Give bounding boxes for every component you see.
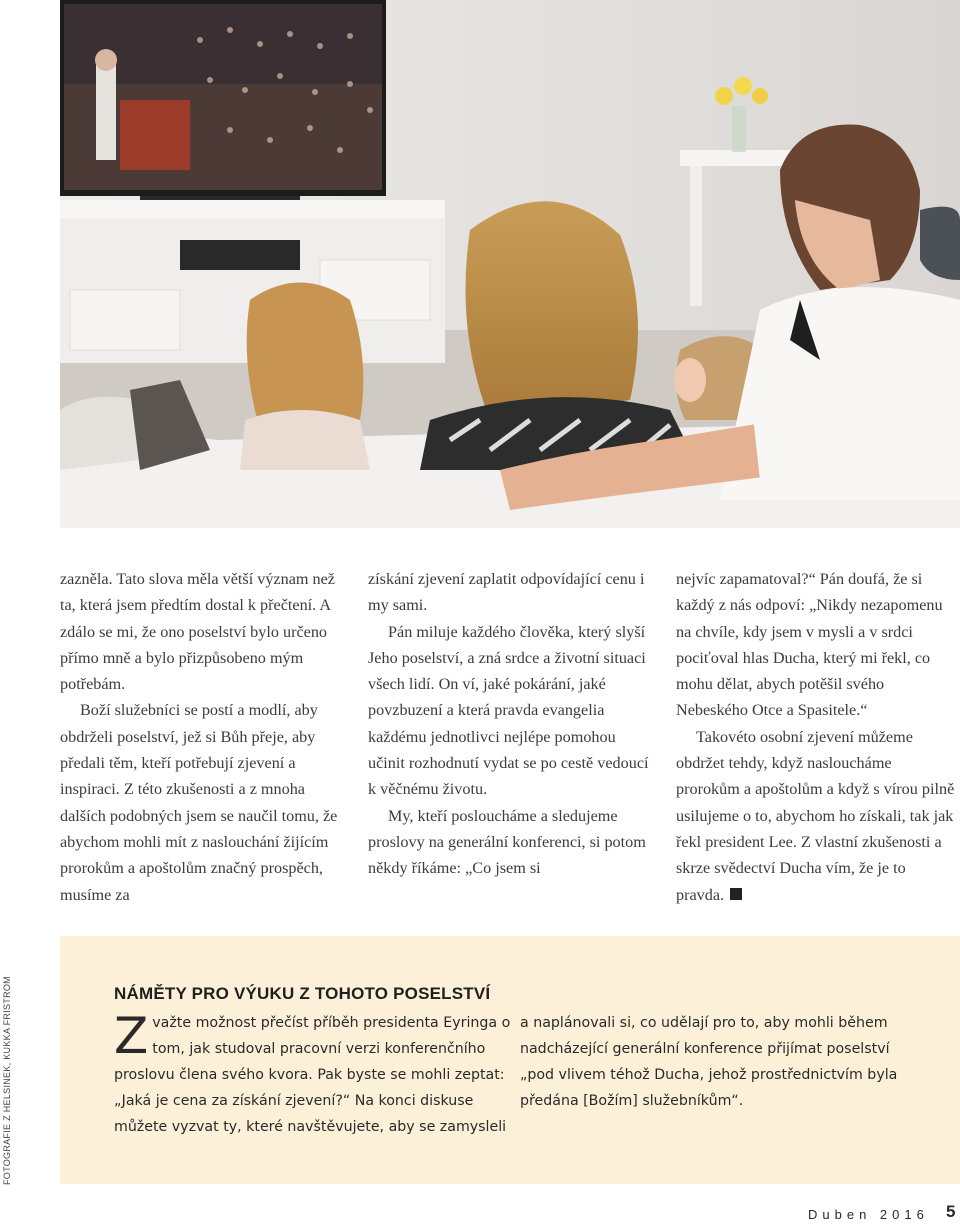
paragraph: zazněla. Tato slova měla větší význam než ta, která jsem předtím dostal k přečtení. A zdálo se mi, že ono poselství bylo určeno přímo mně a bylo přizpůsobeno mým potřebám. [60, 570, 335, 694]
box-text: važte možnost přečíst příběh presidenta Eyringa o tom, jak studoval pracovní verzi konferenčního proslovu člena svého kvora. Pak byste se mohli zeptat: „Jaká je cena za získání zjevení?“ Na konci diskuse můžete vyzvat ty, které navštěvujete, aby se zamysleli [114, 1015, 511, 1135]
page-number: 5 [946, 1202, 956, 1221]
article-column-2 [368, 566, 656, 882]
article-column-3 [676, 566, 956, 908]
end-mark-icon [730, 888, 742, 900]
family-photo [60, 0, 960, 528]
paragraph-final [676, 724, 956, 908]
paragraph: My, kteří posloucháme a sledujeme proslovy na generální konferenci, si potom někdy říkáme: „Co jsem si [368, 806, 646, 878]
box-paragraph [114, 1007, 514, 1140]
family-watching-tv-illustration [60, 0, 960, 528]
box-column-2 [520, 1010, 900, 1114]
paragraph: Pán miluje každého člověka, který slyší Jeho poselství, a zná srdce a životní situaci všech lidí. On ví, jaké pokárání, jaké povzbuzení a která pravda evangelia každému jednotlivci nejlépe pomohou učinit rozhodnutí vydat se po cestě vedoucí k věčnému životu. [368, 622, 649, 799]
paragraph: získání zjevení zaplatit odpovídající cenu i my sami. [368, 570, 645, 615]
footer-issue: Duben 2016 [808, 1207, 929, 1222]
photo-credit: FOTOGRAFIE Z HELSINEK, KUKKA FRISTROM [2, 976, 12, 1185]
article-column-1 [60, 566, 345, 908]
paragraph: nejvíc zapamatoval?“ Pán doufá, že si každý z nás odpoví: „Nikdy nezapomenu na chvíle, kdy jsem v mysli a v srdci pociťoval hlas Ducha, který mi řekl, co mohu dělat, abych potěšil svého Nebeského Otce a Spasitele.“ [676, 570, 943, 720]
teaching-ideas-box [60, 936, 960, 1184]
box-text: a naplánovali si, co udělají pro to, aby mohli během nadcházející generální konference přijímat poselství „pod vlivem téhož Ducha, jehož prostřednictvím byla předána [Božím] služebníkům“. [520, 1015, 898, 1109]
paragraph: Boží služebníci se postí a modlí, aby obdrželi poselství, jež si Bůh přeje, aby předali těm, kteří potřebují zjevení a inspiraci. Z této zkušenosti a z mnoha dalších podobných jsem se naučil tomu, že abychom mohli mít z naslouchání žijícím prorokům a apoštolům značný prospěch, musíme za [60, 701, 338, 904]
drop-cap: Z [114, 1007, 149, 1065]
box-title: NÁMĚTY PRO VÝUKU Z TOHOTO POSELSTVÍ [114, 984, 491, 1003]
paragraph-text: Takovéto osobní zjevení můžeme obdržet tehdy, když nasloucháme prorokům a apoštolům a když s vírou pilně usilujeme o to, abychom ho získali, tak jak řekl president Lee. Z vlastní zkušenosti a skrze svědectví Ducha vím, že je to pravda. [676, 727, 955, 904]
box-column-1 [114, 1007, 514, 1140]
